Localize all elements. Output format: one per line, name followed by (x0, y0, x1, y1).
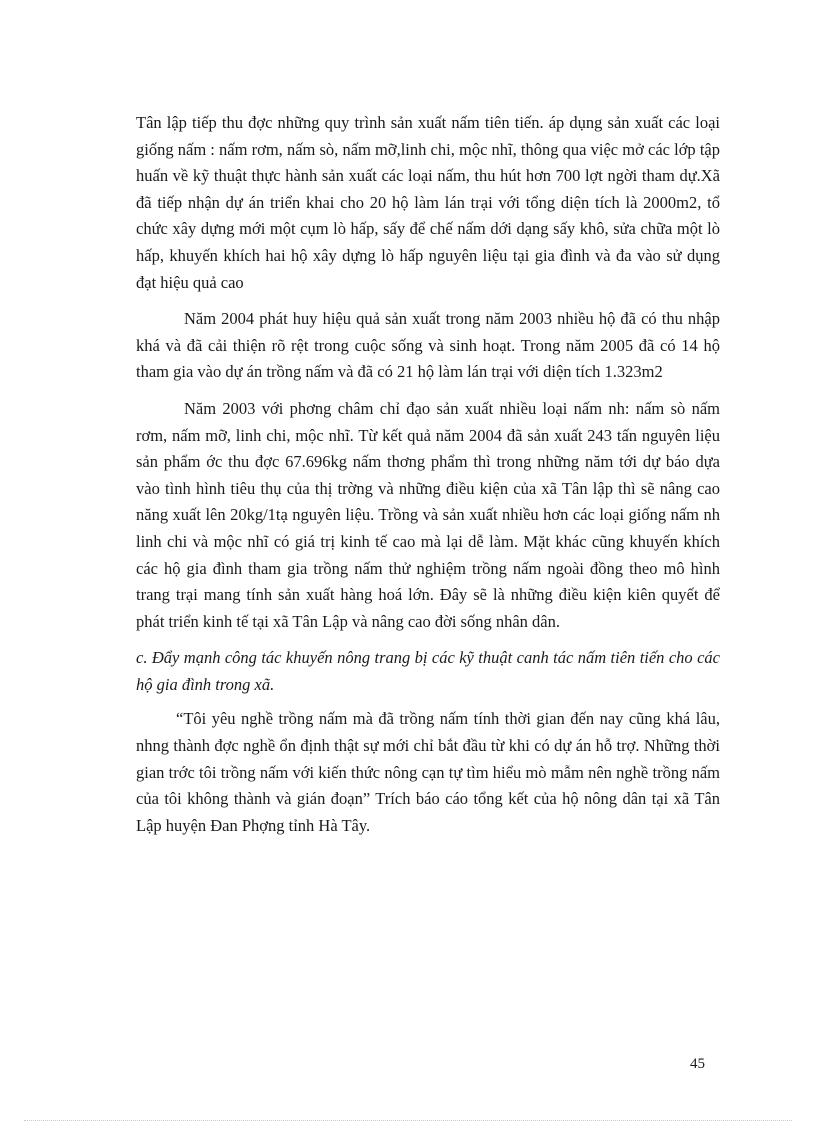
page-number: 45 (690, 1056, 705, 1072)
paragraph-farmer-quote: “Tôi yêu nghề trồng nấm mà đã trồng nấm tính thời gian đến nay cũng khá lâu, nhng thành đợc nghề ổn định thật sự mới chỉ bắt đầu từ khi có dự án hỗ trợ. Những thời gian trớc tôi trồng nấm với kiến thức nông cạn tự tìm hiểu mò mẫm nên nghề trồng nấm của tôi không thành và gián đoạn” Trích báo cáo tổng kết của hộ nông dân tại xã Tân Lập huyện Đan Phợng tỉnh Hà Tây. (136, 709, 720, 835)
paragraph-intro: Tân lập tiếp thu đợc những quy trình sản xuất nấm tiên tiến. áp dụng sản xuất các loại giống nấm : nấm rơm, nấm sò, nấm mỡ,linh chi, mộc nhĩ, thông qua việc mở các lớp tập huấn về kỹ thuật thực hành sản xuất các loại nấm, thu hút hơn 700 lợt ngời tham dự.Xã đã tiếp nhận dự án triển khai cho 20 hộ làm lán trại với tổng diện tích là 2000m2, tổ chức xây dựng mới một cụm lò hấp, sấy để chế nấm dới dạng sấy khô, sửa chữa một lò hấp, khuyến khích hai hộ xây dựng lò hấp nguyên liệu tại gia đình và đa vào sử dụng đạt hiệu quả cao (136, 113, 720, 292)
section-heading-c: c. Đẩy mạnh công tác khuyến nông trang bị các kỹ thuật canh tác nấm tiên tiến cho các hộ gia đình trong xã. (136, 648, 720, 694)
footer-divider (24, 1120, 792, 1121)
document-page (136, 110, 720, 839)
paragraph-2004-results: Năm 2004 phát huy hiệu quả sản xuất trong năm 2003 nhiều hộ đã có thu nhập khá và đã cải thiện rõ rệt trong cuộc sống và sinh hoạt. Trong năm 2005 đã có 14 hộ tham gia vào dự án trồng nấm và đã có 21 hộ làm lán trại với diện tích 1.323m2 (136, 309, 720, 382)
paragraph-2003-policy: Năm 2003 với phơng châm chỉ đạo sản xuất nhiều loại nấm nh: nấm sò nấm rơm, nấm mỡ, linh chi, mộc nhĩ. Từ kết quả năm 2004 đã sản xuất 243 tấn nguyên liệu sản phẩm ớc thu đợc 67.696kg nấm thơng phẩm thì trong những năm tới dự báo dựa vào tình hình tiêu thụ của thị trờng và những điều kiện của xã Tân lập thì sẽ nâng cao năng xuất lên 20kg/1tạ nguyên liệu. Trồng và sản xuất nhiều hơn các loại giống nấm nh linh chi và mộc nhĩ có giá trị kinh tế cao mà lại dễ làm. Mặt khác cũng khuyến khích các hộ gia đình tham gia trồng nấm thử nghiệm trồng nấm ngoài đồng theo mô hình trang trại mang tính sản xuất hàng hoá lớn. Đây sẽ là những điều kiện kiên quyết để phát triển kinh tế tại xã Tân Lập và nâng cao đời sống nhân dân. (136, 398, 720, 631)
